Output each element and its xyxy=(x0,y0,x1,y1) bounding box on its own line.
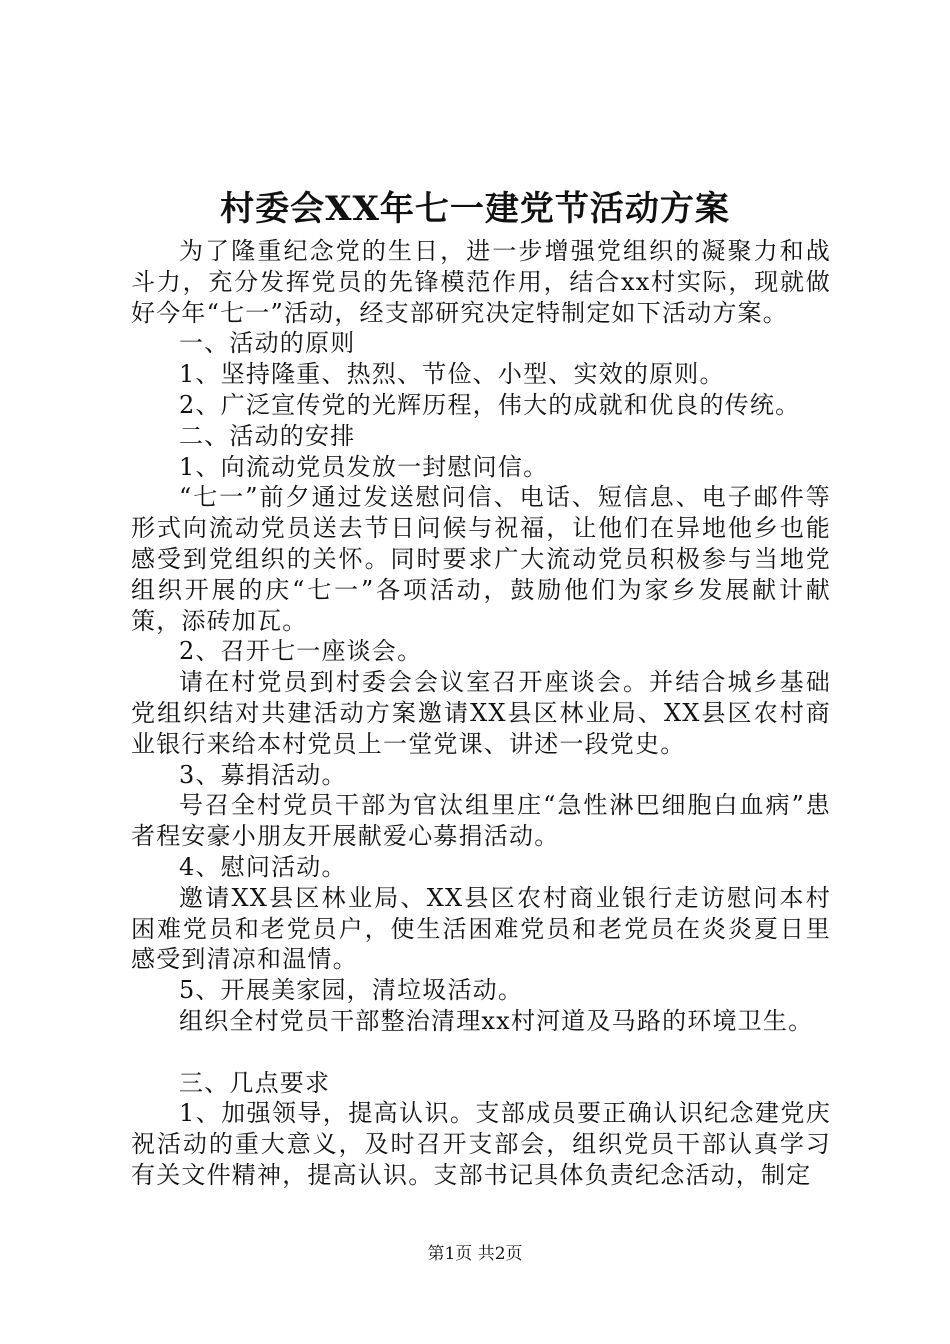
arrangement-item-2-heading: 2、召开七一座谈会。 xyxy=(179,637,423,666)
principle-item-2: 2、广泛宣传党的光辉历程，伟大的成就和优良的传统。 xyxy=(179,390,801,419)
arrangement-item-5-text: 组织全村党员干部整治清理xx村河道及马路的环境卫生。 xyxy=(179,1006,814,1035)
section-heading-arrangements: 二、活动的安排 xyxy=(179,421,356,450)
document-body xyxy=(131,236,831,1191)
intro-paragraph: 为了隆重纪念党的生日，进一步增强党组织的凝聚力和战斗力，充分发挥党员的先锋模范作用，结合xx村实际，现就做好今年“七一”活动，经支部研究决定特制定如下活动方案。 xyxy=(131,237,831,327)
blank-line xyxy=(131,1037,831,1068)
arrangement-item-1-heading: 1、向流动党员发放一封慰问信。 xyxy=(179,452,549,481)
arrangement-item-4-text: 邀请XX县区林业局、XX县区农村商业银行走访慰问本村困难党员和老党员户，使生活困难党员和老党员在炎炎夏日里感受到清凉和温情。 xyxy=(131,883,831,974)
principle-item-1: 1、坚持隆重、热烈、节俭、小型、实效的原则。 xyxy=(179,360,725,389)
arrangement-item-4-heading: 4、慰问活动。 xyxy=(179,852,347,881)
arrangement-item-2-text: 请在村党员到村委会会议室召开座谈会。并结合城乡基础党组织结对共建活动方案邀请XX县区林业局、XX县区农村商业银行来给本村党员上一堂党课、讲述一段党史。 xyxy=(131,668,831,758)
requirement-item-1: 1、加强领导，提高认识。支部成员要正确认识纪念建党庆祝活动的重大意义，及时召开支部会，组织党员干部认真学习有关文件精神，提高认识。支部书记具体负责纪念活动，制定 xyxy=(131,1099,831,1189)
arrangement-item-3-heading: 3、募捐活动。 xyxy=(179,760,347,789)
document-title: 村委会XX年七一建党节活动方案 xyxy=(220,189,730,229)
page-footer: 第1页 共2页 xyxy=(427,1244,523,1264)
arrangement-item-3-text: 号召全村党员干部为官汰组里庄“急性淋巴细胞白血病”患者程安豪小朋友开展献爱心募捐活动。 xyxy=(131,791,831,851)
arrangement-item-1-text: “七一”前夕通过发送慰问信、电话、短信息、电子邮件等形式向流动党员送去节日问候与祝福，让他们在异地他乡也能感受到党组织的关怀。同时要求广大流动党员积极参与当地党组织开展的庆“七一”各项活动，鼓励他们为家乡发展献计献策，添砖加瓦。 xyxy=(131,483,831,635)
section-heading-requirements: 三、几点要求 xyxy=(179,1068,331,1097)
section-heading-principles: 一、活动的原则 xyxy=(179,329,356,358)
arrangement-item-5-heading: 5、开展美家园，清垃圾活动。 xyxy=(179,976,524,1005)
